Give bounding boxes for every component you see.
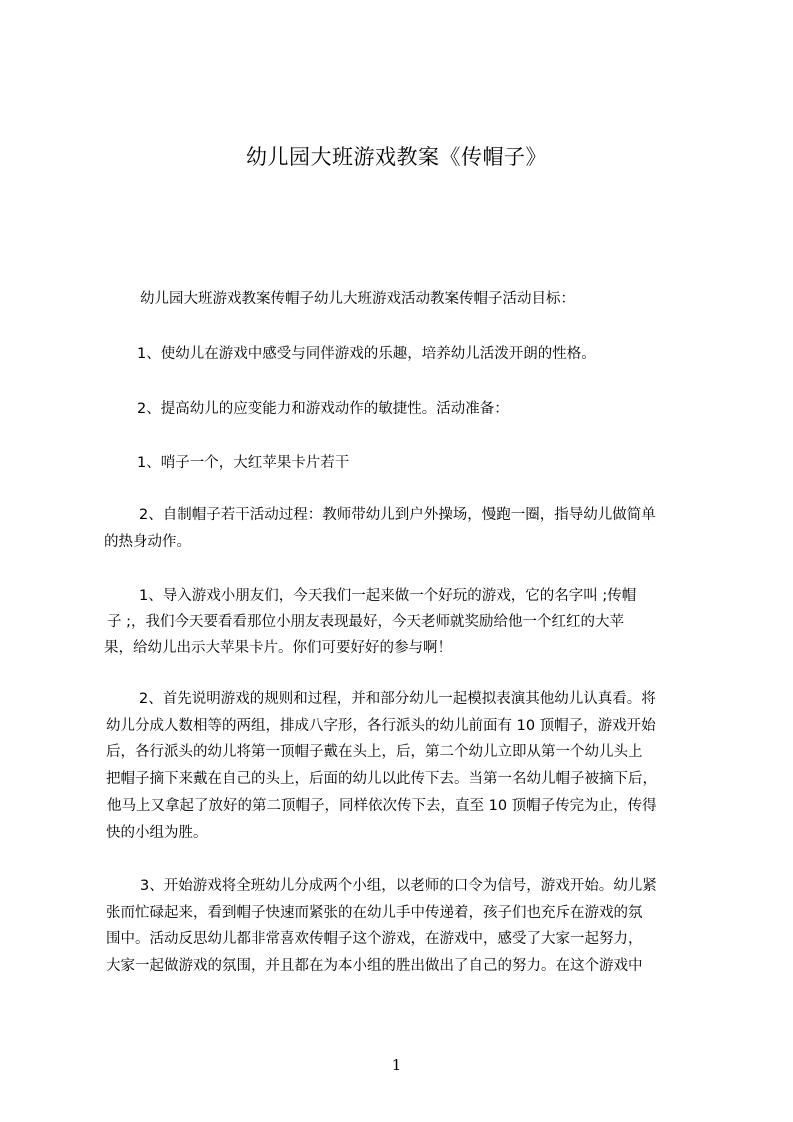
paragraph-7-line-1: 2、首先说明游戏的规则和过程，并和部分幼儿一起模拟表演其他幼儿认真看。将: [139, 691, 656, 707]
paragraph-8-line-1: 3、开始游戏将全班幼儿分成两个小组，以老师的口令为信号，游戏开始。幼儿紧: [140, 878, 657, 894]
paragraph-4-line-1: 1、哨子一个，大红苹果卡片若干: [137, 455, 350, 471]
paragraph-7-line-2: 幼儿分成人数相等的两组，排成八字形，各行派头的幼儿前面有 10 顶帽子，游戏开始: [106, 718, 656, 734]
paragraph-6-line-2: 子 ;，我们今天要看看那位小朋友表现最好，今天老师就奖励给他一个红红的大苹: [107, 614, 624, 630]
page-number: 1: [391, 1056, 402, 1074]
paragraph-5-line-1: 2、自制帽子若干活动过程：教师带幼儿到户外操场，慢跑一圈，指导幼儿做简单: [139, 507, 656, 523]
paragraph-3-line-1: 2、提高幼儿的应变能力和游戏动作的敏捷性。活动准备：: [137, 401, 509, 417]
paragraph-7-line-3: 后，各行派头的幼儿将第一顶帽子戴在头上，后，第二个幼儿立即从第一个幼儿头上: [106, 744, 643, 760]
paragraph-6-line-1: 1、导入游戏小朋友们，今天我们一起来做一个好玩的游戏，它的名字叫 ;传帽: [139, 588, 637, 604]
paragraph-8-line-3: 围中。活动反思幼儿都非常喜欢传帽子这个游戏，在游戏中，感受了大家一起努力，: [106, 931, 643, 947]
paragraph-7-line-6: 快的小组为胜。: [106, 825, 208, 841]
paragraph-8-line-4: 大家一起做游戏的氛围，并且都在为本小组的胜出做出了自己的努力。在这个游戏中: [106, 958, 643, 974]
paragraph-2-line-1: 1、使幼儿在游戏中感受与同伴游戏的乐趣，培养幼儿活泼开朗的性格。: [137, 346, 596, 362]
document-title: 幼儿园大班游戏教案《传帽子》: [246, 145, 547, 169]
paragraph-1-line-1: 幼儿园大班游戏教案传帽子幼儿大班游戏活动教案传帽子活动目标：: [140, 291, 575, 307]
paragraph-7-line-5: 他马上又拿起了放好的第二顶帽子，同样依次传下去，直至 10 顶帽子传完为止，传得: [107, 798, 657, 814]
paragraph-7-line-4: 把帽子摘下来戴在自己的头上，后面的幼儿以此传下去。当第一名幼儿帽子被摘下后，: [106, 771, 657, 787]
paragraph-8-line-2: 张而忙碌起来，看到帽子快速而紧张的在幼儿手中传递着，孩子们也充斥在游戏的氛: [106, 905, 643, 921]
paragraph-6-line-3: 果，给幼儿出示大苹果卡片。你们可要好好的参与啊！: [104, 640, 452, 656]
paragraph-5-line-2: 的热身动作。: [104, 534, 191, 550]
